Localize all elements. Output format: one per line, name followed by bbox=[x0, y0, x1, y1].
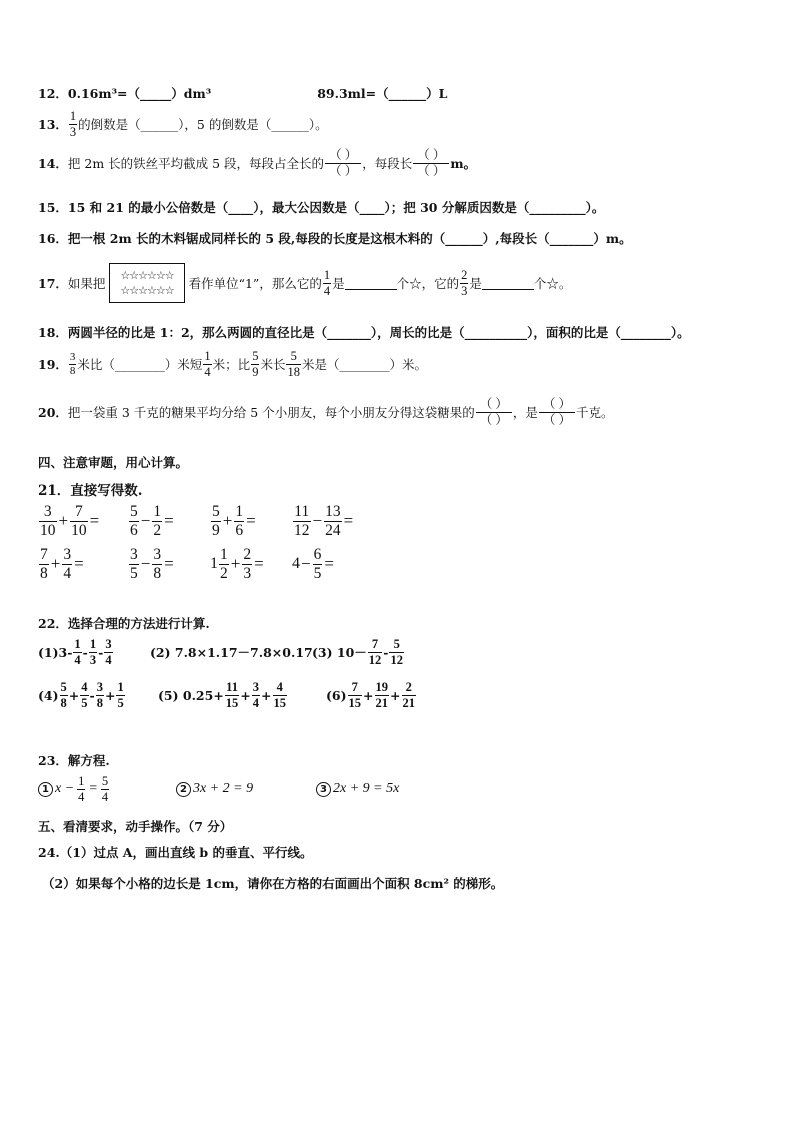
question-text: 是 bbox=[332, 276, 345, 291]
question-number: 13． bbox=[38, 117, 68, 132]
question-text: ，每段长 bbox=[362, 156, 413, 171]
fraction: $\frac{5}{18}$ bbox=[287, 349, 300, 379]
question-24-part-1: 24.（1）过点 A，画出直线 b 的垂直、平行线。 bbox=[38, 845, 313, 860]
circled-number: 1 bbox=[38, 782, 53, 797]
question-20 bbox=[38, 397, 614, 427]
question-17 bbox=[38, 263, 571, 303]
question-text: 把一根 2m 长的木料锯成同样长的 5 段,每段的长度是这根木料的（______）,每段长（_______）m。 bbox=[67, 231, 632, 246]
calc-row-1 bbox=[38, 638, 405, 666]
circled-number: 2 bbox=[176, 782, 191, 797]
blank-fraction[interactable]: $\frac{( )}{( )}$ bbox=[476, 397, 512, 427]
question-text: 是 bbox=[469, 276, 482, 291]
question-text: 米；比 bbox=[212, 357, 251, 372]
question-text: 千克。 bbox=[576, 405, 614, 420]
question-14 bbox=[38, 148, 476, 178]
question-text: 把一袋重 3 千克的糖果平均分给 5 个小朋友，每个小朋友分得这袋糖果的 bbox=[67, 405, 475, 420]
blank-fraction[interactable]: $\frac{( )}{( )}$ bbox=[413, 148, 449, 178]
question-15 bbox=[38, 198, 604, 216]
calc-item: (6) $\frac{7}{15}$ + $\frac{19}{21}$ + $\frac{2}{21}$ bbox=[326, 680, 415, 710]
question-text: 个☆。 bbox=[533, 276, 572, 291]
mental-math-item: 4 − $\frac{6}{5}$ = bbox=[292, 546, 334, 582]
question-text: 把 2m 长的铁丝平均截成 5 段，每段占全长的 bbox=[67, 156, 325, 171]
mental-math-item: $\frac{3}{5}$ − $\frac{3}{8}$ = bbox=[130, 546, 174, 582]
question-24-part-2: （2）如果每个小格的边长是 1cm，请你在方格的右面画出个面积 8cm² 的梯形。 bbox=[42, 876, 504, 891]
equation-item: 1 x − $\frac{1}{4}$ = $\frac{5}{4}$ bbox=[38, 775, 176, 803]
section-heading: 五、看清要求，动手操作。（7 分） bbox=[38, 819, 233, 834]
calc-item: (3) 10－ $\frac{7}{12}$ - $\frac{5}{12}$ bbox=[312, 637, 403, 667]
question-number: 19． bbox=[38, 357, 68, 372]
fraction: $\frac{5}{9}$ bbox=[252, 349, 259, 379]
mental-math-item: $\frac{11}{12}$ − $\frac{13}{24}$ = bbox=[294, 503, 354, 539]
question-16 bbox=[38, 229, 632, 247]
question-text: 看作单位“1”，那么它的 bbox=[188, 276, 322, 291]
question-12 bbox=[38, 84, 447, 102]
fraction: $\frac{2}{3}$ bbox=[461, 268, 468, 298]
star-row: ☆☆☆☆☆☆ bbox=[120, 284, 174, 297]
mental-math-item: $\frac{3}{10}$ + $\frac{7}{10}$ = bbox=[40, 503, 100, 539]
question-22-title: 22．选择合理的方法进行计算. bbox=[38, 616, 210, 631]
unit-text: m。 bbox=[450, 156, 477, 171]
equation-item: 2 3x + 2 = 9 bbox=[176, 781, 316, 797]
question-text: 两圆半径的比是 1：2，那么两圆的直径比是（_______），周长的比是（__________），面积的比是（________）。 bbox=[67, 325, 690, 340]
question-text: 如果把 bbox=[67, 276, 106, 291]
question-text: 米长 bbox=[260, 357, 286, 372]
equation-item: 3 2x + 9 = 5x bbox=[316, 781, 399, 797]
question-23-title: 23．解方程. bbox=[38, 753, 110, 768]
question-text: 0.16m³=（_____）dm³ bbox=[67, 86, 212, 101]
fraction: $\frac{1}{4}$ bbox=[204, 349, 211, 379]
mental-math-row-2 bbox=[38, 547, 335, 581]
question-text: 米比（________）米短 bbox=[77, 357, 203, 372]
equation-row bbox=[38, 775, 399, 803]
question-text: 89.3ml=（______）L bbox=[317, 86, 448, 101]
question-text: 米是（________）米。 bbox=[301, 357, 427, 372]
fraction: $\frac{1}{3}$ bbox=[69, 109, 77, 139]
question-13 bbox=[38, 110, 328, 138]
calc-item: (4) $\frac{5}{8}$ + $\frac{4}{5}$ - $\frac{3}{8}$ + $\frac{1}{5}$ bbox=[38, 680, 124, 710]
star-box bbox=[109, 263, 184, 303]
blank-fraction[interactable]: $\frac{( )}{( )}$ bbox=[539, 397, 575, 427]
question-text: 个☆，它的 bbox=[396, 276, 460, 291]
question-21-title: 21．直接写得数. bbox=[38, 483, 143, 499]
mental-math-item: $\frac{5}{9}$ + $\frac{1}{6}$ = bbox=[212, 503, 256, 539]
calc-item: (2) 7.8×1.17－7.8×0.17 bbox=[150, 645, 313, 660]
question-18 bbox=[38, 323, 690, 341]
answer-blank[interactable] bbox=[345, 277, 397, 290]
mental-math-item: 1 $\frac{1}{2}$ + $\frac{2}{3}$ = bbox=[210, 546, 264, 582]
question-text: ，是 bbox=[512, 405, 538, 420]
mental-math-item: $\frac{5}{6}$ − $\frac{1}{2}$ = bbox=[130, 503, 174, 539]
calc-row-2 bbox=[38, 681, 417, 709]
question-19 bbox=[38, 350, 427, 378]
question-number: 14． bbox=[38, 156, 68, 171]
calc-item: (5) 0.25+ $\frac{11}{15}$ + $\frac{3}{4}$ + $\frac{4}{15}$ bbox=[158, 680, 287, 710]
question-text: 的倒数是（______），5 的倒数是（______）。 bbox=[78, 117, 328, 132]
question-number: 17． bbox=[38, 276, 68, 291]
fraction: $\frac{1}{4}$ bbox=[323, 268, 331, 298]
mental-math-row-1 bbox=[38, 504, 354, 538]
question-number: 20． bbox=[38, 405, 68, 420]
calc-item: (1)3- $\frac{1}{4}$ - $\frac{1}{3}$ - $\frac{3}{4}$ bbox=[38, 637, 112, 667]
blank-fraction[interactable]: $\frac{( )}{( )}$ bbox=[325, 148, 361, 178]
question-number: 15． bbox=[38, 200, 68, 215]
question-number: 16． bbox=[38, 231, 68, 246]
mental-math-item: $\frac{7}{8}$ + $\frac{3}{4}$ = bbox=[40, 546, 84, 582]
section-heading: 四、注意审题，用心计算。 bbox=[38, 455, 189, 470]
question-text: 15 和 21 的最小公倍数是（____），最大公因数是（____）；把 30 分解质因数是（_________）。 bbox=[67, 200, 605, 215]
answer-blank[interactable] bbox=[482, 277, 534, 290]
circled-number: 3 bbox=[316, 782, 331, 797]
question-number: 12． bbox=[38, 86, 68, 101]
star-row: ☆☆☆☆☆☆ bbox=[120, 269, 174, 282]
question-number: 18． bbox=[38, 325, 68, 340]
fraction: $\frac{3}{8}$ bbox=[69, 350, 76, 377]
